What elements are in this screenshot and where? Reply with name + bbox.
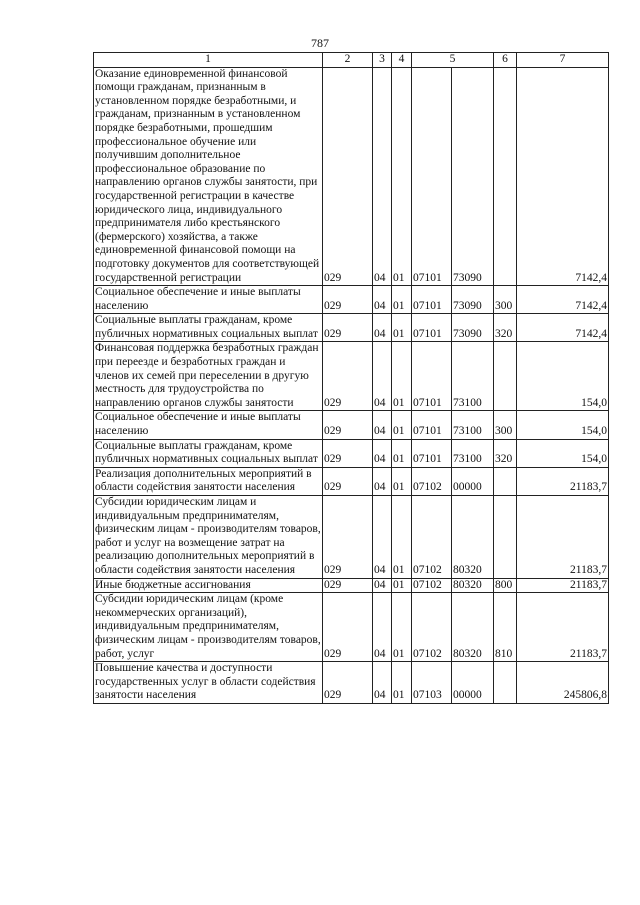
- subsection-code: 01: [392, 342, 412, 411]
- amount: 21183,7: [517, 578, 609, 593]
- header-cell: 5: [412, 53, 494, 68]
- subsection-code: 01: [392, 411, 412, 439]
- table-row: [94, 411, 609, 439]
- amount: 21183,7: [517, 496, 609, 579]
- row-name: Социальное обеспечение и иные выплаты населению: [94, 286, 323, 314]
- section-code: 04: [373, 286, 392, 314]
- target-article-program: 07101: [412, 411, 452, 439]
- table-row: [94, 342, 609, 411]
- header-cell: 2: [323, 53, 373, 68]
- header-cell: 4: [392, 53, 412, 68]
- expense-type-code: [494, 496, 517, 579]
- section-code: 04: [373, 578, 392, 593]
- ministry-code: 029: [323, 467, 373, 495]
- target-article-program: 07101: [412, 342, 452, 411]
- header-cell: 6: [494, 53, 517, 68]
- target-article-direction: 80320: [452, 496, 494, 579]
- target-article-direction: 00000: [452, 467, 494, 495]
- row-name: Реализация дополнительных мероприятий в области содействия занятости населения: [94, 467, 323, 495]
- table-row: [94, 496, 609, 579]
- target-article-direction: 73090: [452, 314, 494, 342]
- header-cell: 7: [517, 53, 609, 68]
- expense-type-code: [494, 662, 517, 704]
- section-code: 04: [373, 467, 392, 495]
- table-row: [94, 439, 609, 467]
- subsection-code: 01: [392, 314, 412, 342]
- header-cell: 3: [373, 53, 392, 68]
- row-name: Социальные выплаты гражданам, кроме публичных нормативных социальных выплат: [94, 439, 323, 467]
- ministry-code: 029: [323, 67, 373, 286]
- table-row: [94, 286, 609, 314]
- target-article-program: 07101: [412, 67, 452, 286]
- section-code: 04: [373, 314, 392, 342]
- target-article-direction: 80320: [452, 578, 494, 593]
- subsection-code: 01: [392, 662, 412, 704]
- amount: 21183,7: [517, 467, 609, 495]
- table-row: [94, 593, 609, 662]
- row-name: Иные бюджетные ассигнования: [94, 578, 323, 593]
- expense-type-code: 300: [494, 286, 517, 314]
- table-row: [94, 467, 609, 495]
- ministry-code: 029: [323, 662, 373, 704]
- target-article-program: 07102: [412, 593, 452, 662]
- expense-type-code: [494, 467, 517, 495]
- expense-type-code: 810: [494, 593, 517, 662]
- page-number: 787: [311, 36, 329, 50]
- target-article-direction: 73090: [452, 286, 494, 314]
- subsection-code: 01: [392, 467, 412, 495]
- target-article-program: 07101: [412, 286, 452, 314]
- section-code: 04: [373, 411, 392, 439]
- amount: 21183,7: [517, 593, 609, 662]
- section-code: 04: [373, 342, 392, 411]
- amount: 7142,4: [517, 314, 609, 342]
- target-article-program: 07101: [412, 439, 452, 467]
- amount: 154,0: [517, 439, 609, 467]
- target-article-program: 07102: [412, 496, 452, 579]
- subsection-code: 01: [392, 593, 412, 662]
- target-article-direction: 73100: [452, 439, 494, 467]
- section-code: 04: [373, 662, 392, 704]
- ministry-code: 029: [323, 286, 373, 314]
- section-code: 04: [373, 439, 392, 467]
- target-article-program: 07102: [412, 578, 452, 593]
- ministry-code: 029: [323, 593, 373, 662]
- target-article-program: 07103: [412, 662, 452, 704]
- ministry-code: 029: [323, 314, 373, 342]
- subsection-code: 01: [392, 439, 412, 467]
- ministry-code: 029: [323, 578, 373, 593]
- subsection-code: 01: [392, 496, 412, 579]
- row-name: Субсидии юридическим лицам (кроме некоммерческих организаций), индивидуальным предпринимателям, физическим лицам - производителям товаров, работ, услуг: [94, 593, 323, 662]
- subsection-code: 01: [392, 578, 412, 593]
- section-code: 04: [373, 593, 392, 662]
- expense-type-code: 320: [494, 314, 517, 342]
- table-row: [94, 578, 609, 593]
- row-name: Повышение качества и доступности государственных услуг в области содействия занятости населения: [94, 662, 323, 704]
- target-article-direction: 73100: [452, 411, 494, 439]
- subsection-code: 01: [392, 286, 412, 314]
- table-row: [94, 67, 609, 286]
- table-row: [94, 314, 609, 342]
- expense-type-code: [494, 67, 517, 286]
- row-name: Субсидии юридическим лицам и индивидуальным предпринимателям, физическим лицам - производителям товаров, работ и услуг на возмещение затрат на реализацию дополнительных мероприятий в области содействия занятости населения: [94, 496, 323, 579]
- expense-type-code: 800: [494, 578, 517, 593]
- expense-type-code: [494, 342, 517, 411]
- ministry-code: 029: [323, 342, 373, 411]
- amount: 154,0: [517, 342, 609, 411]
- amount: 7142,4: [517, 67, 609, 286]
- header-row: [94, 53, 609, 68]
- row-name: Социальные выплаты гражданам, кроме публичных нормативных социальных выплат: [94, 314, 323, 342]
- row-name: Социальное обеспечение и иные выплаты населению: [94, 411, 323, 439]
- table-row: [94, 662, 609, 704]
- subsection-code: 01: [392, 67, 412, 286]
- amount: 154,0: [517, 411, 609, 439]
- target-article-program: 07101: [412, 314, 452, 342]
- target-article-program: 07102: [412, 467, 452, 495]
- header-cell: 1: [94, 53, 323, 68]
- expense-type-code: 300: [494, 411, 517, 439]
- ministry-code: 029: [323, 411, 373, 439]
- amount: 7142,4: [517, 286, 609, 314]
- target-article-direction: 80320: [452, 593, 494, 662]
- row-name: Оказание единовременной финансовой помощи гражданам, признанным в установленном порядке безработными, и гражданам, признанным в установленном порядке безработными, прошедшим профессиональное обучение или получившим дополнительное профессиональное образование по направлению органов службы занятости, при государственной регистрации в качестве юридического лица, индивидуального предпринимателя либо крестьянского (фермерского) хозяйства, а также единовременной финансовой помощи на подготовку документов для соответствующей государственной регистрации: [94, 67, 323, 286]
- ministry-code: 029: [323, 496, 373, 579]
- section-code: 04: [373, 496, 392, 579]
- expense-type-code: 320: [494, 439, 517, 467]
- budget-table: [93, 52, 609, 704]
- amount: 245806,8: [517, 662, 609, 704]
- section-code: 04: [373, 67, 392, 286]
- target-article-direction: 73090: [452, 67, 494, 286]
- target-article-direction: 00000: [452, 662, 494, 704]
- target-article-direction: 73100: [452, 342, 494, 411]
- row-name: Финансовая поддержка безработных граждан при переезде и безработных граждан и членов их семей при переселении в другую местность для трудоустройства по направлению органов службы занятости: [94, 342, 323, 411]
- ministry-code: 029: [323, 439, 373, 467]
